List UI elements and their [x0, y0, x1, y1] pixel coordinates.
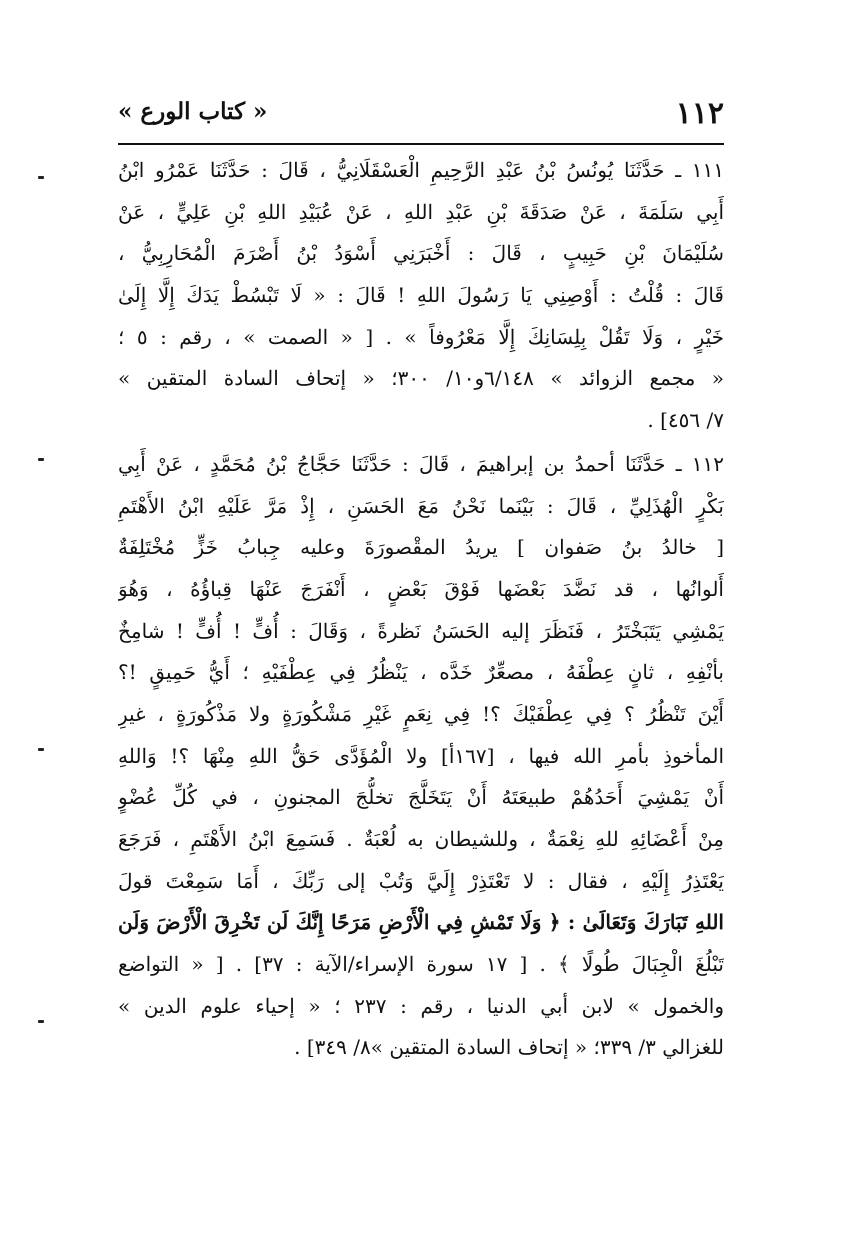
text-line: ١١١ ـ حَدَّثَنَا يُونُسُ بْنُ عَبْدِ الرَّحِيمِ الْعَسْقَلَانِيُّ ، قَالَ : حَدَّثَنَا عَمْرُو ابْنُ: [118, 158, 724, 182]
text-line: « مجمع الزوائد » ٦/١٤٨و١٠/ ٣٠٠؛ « إتحاف السادة المتقين »: [118, 366, 724, 391]
header-rule: [118, 143, 724, 145]
text-line: [ خالدُ بنُ صَفوان ] يريدُ المقْصورَةَ وعليه جِبابُ خَزٍّ مُخْتَلِفَةٌ: [118, 535, 724, 560]
margin-dash: [38, 176, 44, 179]
text-line: مِنْ أَعْضَائِهِ للهِ نِعْمَةٌ ، وللشيطان به لُعْبَةٌ . فَسَمِعَ ابْنُ الأَهْتَمِ ، فَرَجَعَ: [118, 827, 724, 851]
text-line: أَيْنَ تَنْظُرُ ؟ فِي عِطْفَيْكَ ؟! فِي نِعَمٍ غَيْرِ مَشْكُورَةٍ ولا مَذْكُورَةٍ ، غيرِ: [118, 701, 724, 726]
text-line: تَبْلُغَ الْجِبَالَ طُولًا ﴾ . [ ١٧ سورة الإسراء/الآية : ٣٧] . [ « التواضع: [118, 952, 724, 977]
page-number: ١١٢: [675, 96, 724, 131]
text-line: ١١٢ ـ حَدَّثَنَا أحمدُ بن إبراهيمَ ، قَالَ : حَدَّثَنَا حَجَّاجُ بْنُ مُحَمَّدٍ ، عَنْ أَبِي: [118, 451, 724, 476]
text-line: بَكْرٍ الْهُذَلِيِّ ، قَالَ : بَيْنَما نَحْنُ مَعَ الحَسَنِ ، إِذْ مَرَّ عَلَيْهِ ابْنُ الأَهْتَمِ: [118, 493, 724, 518]
text-line: سُلَيْمَانَ بْنِ حَبِيبٍ ، قَالَ : أَخْبَرَنِي أَسْوَدُ بْنُ أَصْرَمَ الْمُحَارِبِيُّ ،: [118, 241, 724, 266]
text-line: يَمْشِي يَتَبَخْتَرُ ، فَنَظَرَ إليه الحَسَنُ نَظرةً ، وَقَالَ : أُفٍّ ! أُفٍّ ! شامِخٌ: [118, 618, 724, 643]
text-line: بأنْفِهِ ، ثانٍ عِطْفَهُ ، مصعِّرٌ خَدَّه ، يَنْظُرُ فِي عِطْفَيْهِ ؛ أَيُّ حَمِيقٍ !؟: [118, 660, 724, 685]
hadith-111: [118, 150, 724, 442]
running-title: « كتاب الورع »: [118, 98, 268, 125]
text-line: أَبِي سَلَمَةَ ، عَنْ صَدَقَةَ بْنِ عَبْدِ اللهِ ، عَنْ عُبَيْدِ اللهِ بْنِ عَلِيٍّ ، عَنْ: [118, 199, 724, 224]
text-line: أَلوانُها ، قد نَضَّدَ بَعْضَها فَوْقَ بَعْضٍ ، أَنْفَرَجَ عَنْهَا قِباؤُهُ ، وَهُوَ: [118, 576, 724, 601]
text-line: ٧/ ٤٥٦] .: [647, 408, 724, 433]
margin-dash: [38, 1020, 44, 1023]
quran-line: اللهِ تَبَارَكَ وَتَعَالَىٰ : ﴿ وَلَا تَمْشِ فِي الْأَرْضِ مَرَحًا إِنَّكَ لَن تَخْرِقَ الْأَرْضَ وَلَن: [118, 910, 724, 935]
page-header: [118, 92, 724, 136]
text-line: والخمول » لابن أبي الدنيا ، رقم : ٢٣٧ ؛ « إحياء علوم الدين »: [118, 993, 724, 1018]
text-line: خَيْرٍ ، وَلَا تَقُلْ بِلِسَانِكَ إِلَّا مَعْرُوفاً » . [ « الصمت » ، رقم : ٥ ؛: [118, 324, 724, 349]
text-line: أَنْ يَمْشِيَ أَحَدُهُمْ طبيعَتَهُ أَنْ يَتَخَلَّجَ تخلُّجَ المجنونِ ، في كُلِّ عُضْوٍ: [118, 785, 724, 810]
text-line: للغزالي ٣/ ٣٣٩؛ « إتحاف السادة المتقين »٨/ ٣٤٩] .: [294, 1035, 724, 1060]
hadith-112: [118, 444, 724, 1069]
margin-dash: [38, 458, 44, 461]
text-line: يَعْتَذِرُ إِلَيْهِ ، فقال : لا تَعْتَذِرْ إِلَيَّ وَتُبْ إلى رَبِّكَ ، أَمَا سَمِعْتَ قولَ: [118, 868, 724, 893]
text-line: المأخوذِ بأمرِ الله فيها ، [١٦٧أ] ولا الْمُؤَدَّى حَقُّ اللهِ مِنْهَا ؟! وَاللهِ: [118, 743, 724, 768]
margin-dash: [38, 748, 44, 751]
text-line: قَالَ : قُلْتُ : أَوْصِنِي يَا رَسُولَ اللهِ ! قَالَ : « لَا تَبْسُطْ يَدَكَ إِلَّا إِلَىٰ: [118, 283, 724, 308]
body-text: [118, 150, 724, 1069]
